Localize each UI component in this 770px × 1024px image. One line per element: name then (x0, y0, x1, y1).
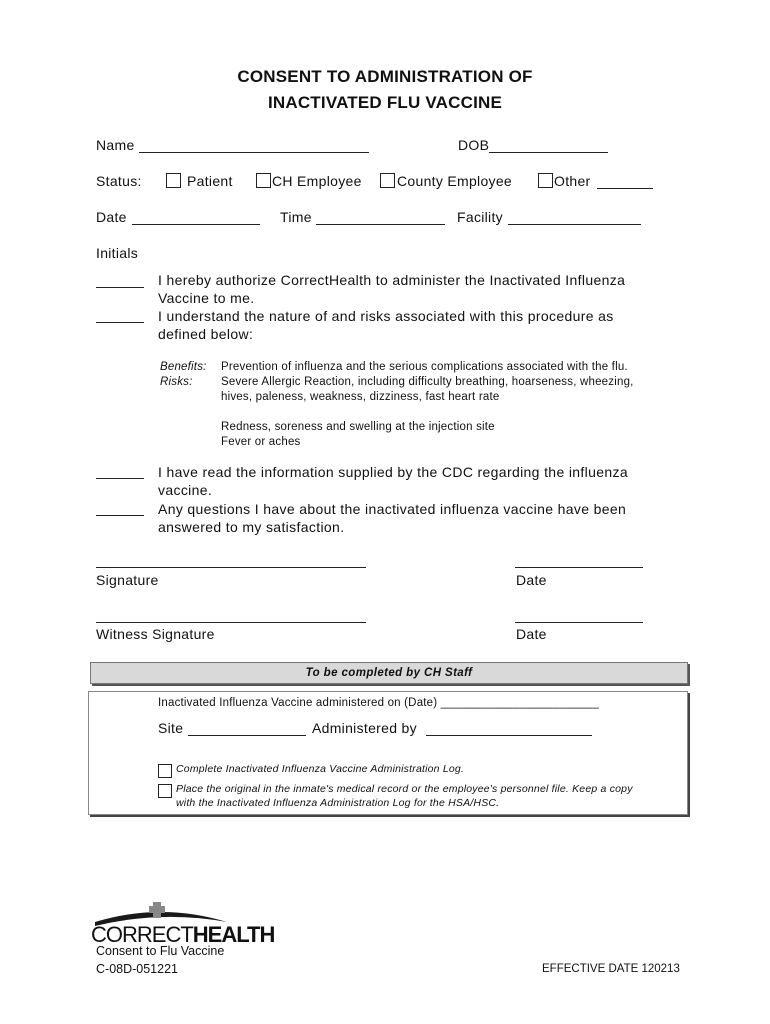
witness-signature-label: Witness Signature (96, 626, 215, 642)
risks-line4: Fever or aches (221, 436, 301, 448)
witness-signature-line[interactable] (96, 622, 366, 623)
questions-line2: answered to my satisfaction. (158, 519, 345, 535)
complete-log-checkbox[interactable] (158, 764, 172, 778)
ch-employee-checkbox[interactable] (256, 173, 271, 188)
date-label: Date (96, 209, 127, 225)
authorize-line2: Vaccine to me. (158, 290, 255, 306)
patient-label: Patient (187, 173, 233, 189)
initials-heading: Initials (96, 245, 139, 261)
questions-text (158, 500, 626, 536)
name-label: Name (96, 137, 135, 153)
form-title-line2: INACTIVATED FLU VACCINE (267, 93, 503, 112)
cdc-text (158, 463, 628, 499)
doc-name: Consent to Flu Vaccine (96, 944, 225, 958)
initials-field-4[interactable] (96, 515, 144, 516)
administered-on-text: Inactivated Influenza Vaccine administered on (Date) ________________________ (158, 697, 600, 709)
authorize-line1: I hereby authorize CorrectHealth to administer the Inactivated Influenza (158, 272, 626, 288)
status-label: Status: (96, 173, 142, 189)
understand-text (158, 307, 614, 343)
site-label: Site (158, 720, 184, 736)
logo-word-correct: CORRECT (91, 922, 193, 947)
understand-line2: defined below: (158, 326, 254, 342)
risks-label: Risks: (160, 376, 193, 388)
ch-employee-label: CH Employee (272, 173, 362, 189)
facility-field[interactable] (508, 224, 641, 225)
effective-date: EFFECTIVE DATE 120213 (542, 963, 680, 975)
complete-log-text: Complete Inactivated Influenza Vaccine Administration Log. (176, 763, 465, 775)
initials-field-1[interactable] (96, 287, 144, 288)
place-original-line2: with the Inactivated Influenza Administration Log for the HSA/HSC. (176, 797, 500, 809)
other-field[interactable] (597, 188, 653, 189)
place-original-checkbox[interactable] (158, 784, 172, 798)
dob-field[interactable] (489, 152, 608, 153)
witness-date-line[interactable] (515, 622, 643, 623)
place-original-line1: Place the original in the inmate's medical record or the employee's personnel file. Keep a copy (176, 783, 633, 795)
staff-banner (90, 662, 688, 684)
signature-date-line[interactable] (515, 567, 643, 568)
time-field[interactable] (316, 224, 445, 225)
risks-line2: hives, paleness, weakness, dizziness, fast heart rate (221, 391, 500, 403)
dob-label: DOB (458, 137, 490, 153)
name-field[interactable] (139, 152, 369, 153)
signature-date-label: Date (516, 572, 547, 588)
staff-banner-text: To be completed by CH Staff (305, 667, 473, 679)
patient-checkbox[interactable] (166, 173, 181, 188)
understand-line1: I understand the nature of and risks associated with this procedure as (158, 308, 614, 324)
site-field[interactable] (188, 735, 306, 736)
form-title-line1: CONSENT TO ADMINISTRATION OF (237, 67, 533, 86)
initials-field-2[interactable] (96, 322, 144, 323)
administered-by-field[interactable] (426, 735, 592, 736)
signature-line[interactable] (96, 567, 366, 568)
authorize-text (158, 271, 625, 307)
questions-line1: Any questions I have about the inactivated influenza vaccine have been (158, 501, 627, 517)
logo-word-health: HEALTH (192, 922, 275, 947)
administered-by-label: Administered by (312, 720, 417, 736)
witness-date-label: Date (516, 626, 547, 642)
signature-label: Signature (96, 572, 159, 588)
benefits-label: Benefits: (160, 361, 207, 373)
other-label: Other (554, 173, 591, 189)
benefits-text: Prevention of influenza and the serious complications associated with the flu. (221, 361, 628, 373)
cdc-line2: vaccine. (158, 482, 213, 498)
date-field[interactable] (132, 224, 260, 225)
initials-field-3[interactable] (96, 478, 144, 479)
doc-code: C-08D-051221 (96, 962, 178, 976)
other-checkbox[interactable] (538, 173, 553, 188)
facility-label: Facility (457, 209, 503, 225)
cdc-line1: I have read the information supplied by the CDC regarding the influenza (158, 464, 629, 480)
risks-line1: Severe Allergic Reaction, including difficulty breathing, hoarseness, wheezing, (221, 376, 634, 388)
time-label: Time (280, 209, 312, 225)
county-employee-label: County Employee (397, 173, 513, 189)
risks-line3: Redness, soreness and swelling at the injection site (221, 421, 495, 433)
county-employee-checkbox[interactable] (380, 173, 395, 188)
